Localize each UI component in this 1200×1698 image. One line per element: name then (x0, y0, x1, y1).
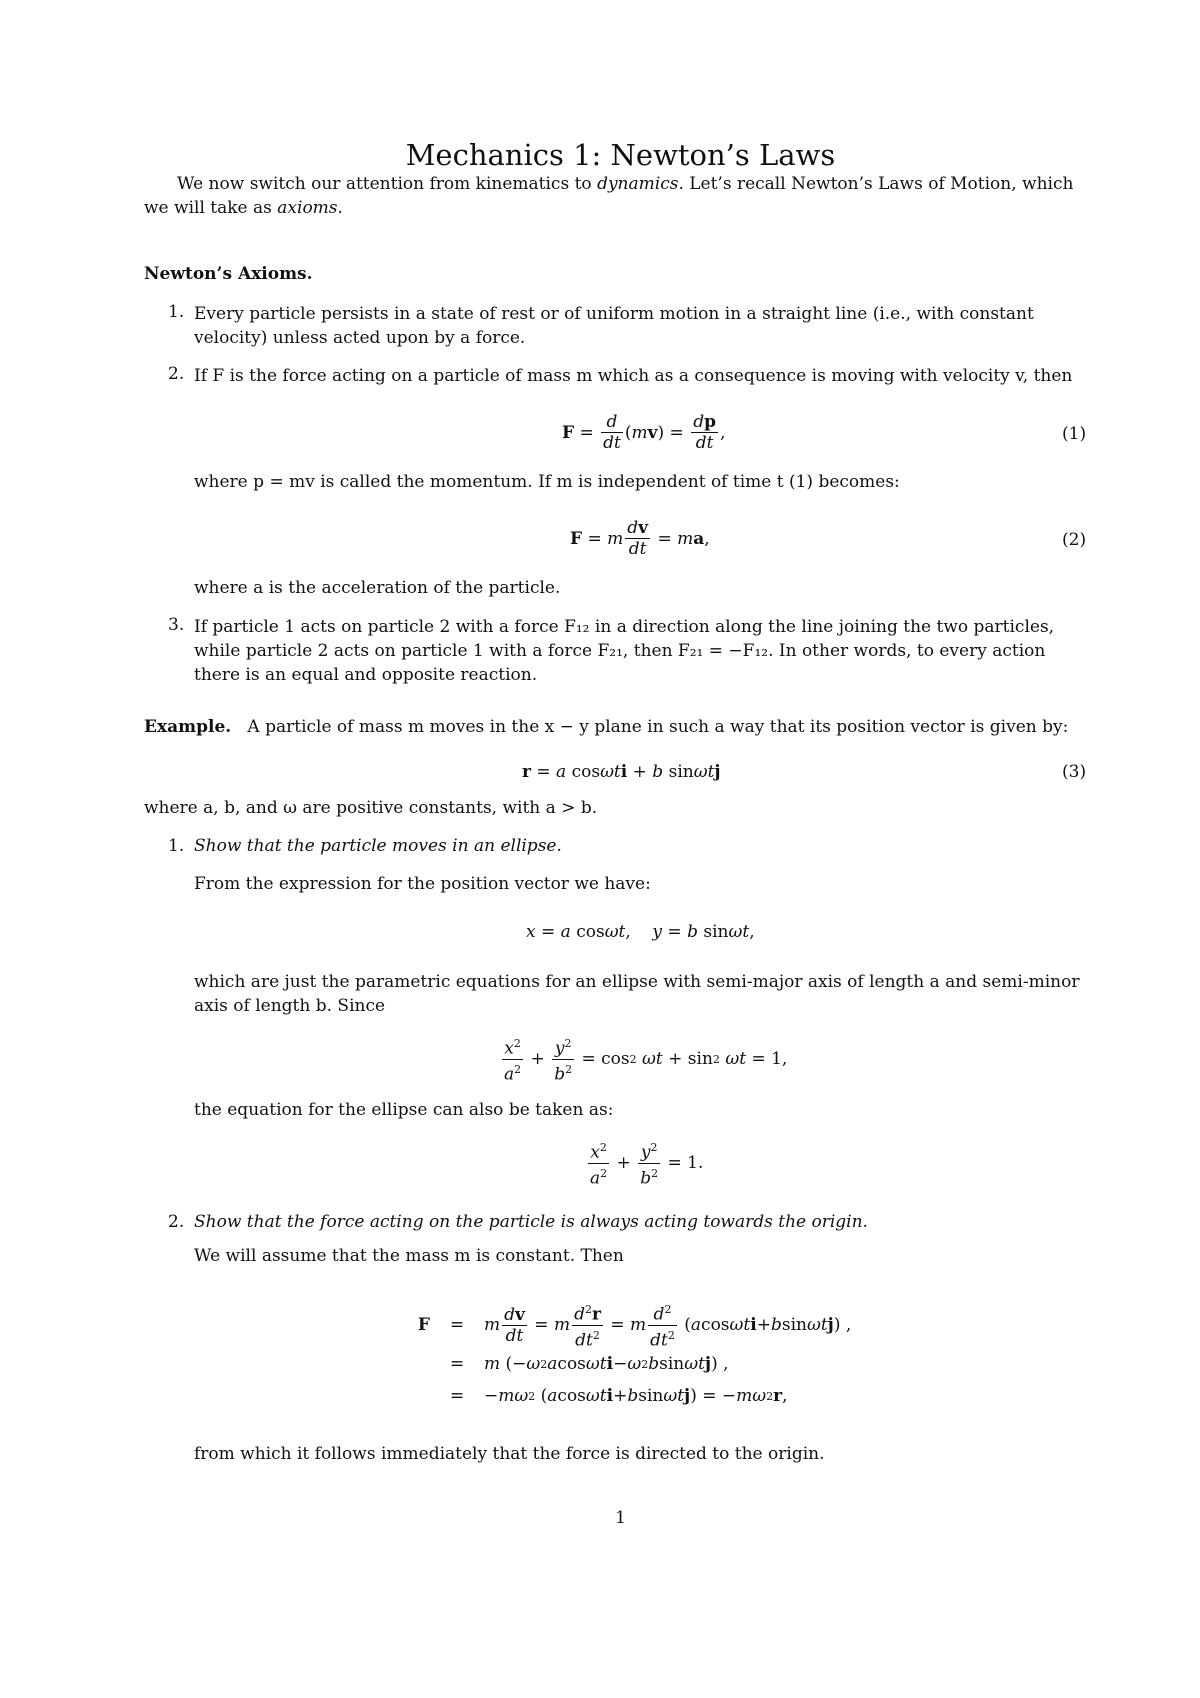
axioms-heading: Newton’s Axioms. (144, 264, 313, 284)
intro-text: . (337, 198, 343, 218)
example-statement (144, 715, 1068, 739)
example-text: A particle of mass m moves in the x − y plane in such a way that its position vector is given by: (247, 717, 1069, 737)
intro-emphasis-axioms: axioms (277, 198, 338, 218)
ellipse-equation: $\frac{x^2}{a^2}$ + $\frac{y^2}{b^2}$ = 1. (590, 1141, 704, 1189)
question-1-number: 1. (168, 836, 185, 856)
question-2-assume: We will assume that the mass m is constant. Then (194, 1246, 624, 1266)
force-equation-line-3: = − mω 2 ( a cos ωt i + b sin ωt j ) = − mω 2 r , (449, 1386, 788, 1406)
axiom-3-line-2: while particle 2 acts on particle 1 with a force F₂₁, then F₂₁ = −F₁₂. In other words, to every action (194, 641, 1046, 661)
axiom-2-where-2: where a is the acceleration of the particle. (194, 578, 561, 598)
intro-line-1 (177, 172, 1073, 196)
axiom-1-number: 1. (168, 302, 185, 322)
force-equation-line-1: F = m $\frac{dv}{dt}$ = m $\frac{d^2r}{dt^2}$ = m $\frac{d^2}{dt^2}$ ( a cos ωt i + b sin ωt j ) , (417, 1303, 852, 1351)
equation-2-number: (2) (1062, 530, 1087, 550)
question-2: Show that the force acting on the particle is always acting towards the origin. (194, 1212, 868, 1232)
equation-1: F = $\frac{d}{dt}$ ( m v ) = $\frac{dp}{dt}$ , (562, 412, 726, 453)
intro-text: We now switch our attention from kinematics to (177, 174, 598, 194)
axiom-3-line-3: there is an equal and opposite reaction. (194, 665, 538, 685)
intro-text: we will take as (144, 198, 278, 218)
equation-3-number: (3) (1062, 762, 1087, 782)
example-label: Example. (144, 717, 232, 737)
equation-2: F = m $\frac{dv}{dt}$ = m a , (570, 518, 710, 559)
equation-1-number: (1) (1062, 424, 1087, 444)
axiom-2-where-1: where p = mv is called the momentum. If m is independent of time t (1) becomes: (194, 472, 900, 492)
page-title: Mechanics 1: Newton’s Laws (405, 138, 836, 172)
ellipse-identity-equation: $\frac{x^2}{a^2}$ + $\frac{y^2}{b^2}$ = cos 2 ωt + sin 2 ωt = 1, (504, 1037, 788, 1085)
question-2-conclusion: from which it follows immediately that the force is directed to the origin. (194, 1444, 825, 1464)
question-1-from: From the expression for the position vector we have: (194, 874, 651, 894)
axiom-3-number: 3. (168, 615, 185, 635)
intro-line-2 (144, 196, 343, 220)
axiom-2-number: 2. (168, 364, 185, 384)
question-1-para-line-1: which are just the parametric equations for an ellipse with semi-major axis of length a and semi-minor (194, 972, 1080, 992)
question-2-number: 2. (168, 1212, 185, 1232)
force-equation-line-2: = m (− ω 2 a cos ωt i − ω 2 b sin ωt j ) , (449, 1354, 729, 1374)
axiom-3-line-1: If particle 1 acts on particle 2 with a force F₁₂ in a direction along the line joining the two particles, (194, 617, 1055, 637)
parametric-equations: x = a cosωt, y = b sinωt, (526, 922, 755, 942)
equation-3: r = a cosωti + b sinωtj (522, 762, 721, 782)
intro-text: . Let’s recall Newton’s Laws of Motion, which (678, 174, 1074, 194)
question-1-eq-text: the equation for the ellipse can also be taken as: (194, 1100, 614, 1120)
question-1: Show that the particle moves in an ellipse. (194, 836, 562, 856)
question-1-para-line-2: axis of length b. Since (194, 996, 386, 1016)
page-number: 1 (615, 1508, 626, 1528)
axiom-2-line-1: If F is the force acting on a particle of mass m which as a consequence is moving with velocity v, then (194, 366, 1073, 386)
intro-emphasis-dynamics: dynamics (597, 174, 679, 194)
example-where: where a, b, and ω are positive constants, with a > b. (144, 798, 598, 818)
axiom-1-line-2: velocity) unless acted upon by a force. (194, 328, 526, 348)
axiom-1-line-1: Every particle persists in a state of rest or of uniform motion in a straight line (i.e., with constant (194, 304, 1034, 324)
